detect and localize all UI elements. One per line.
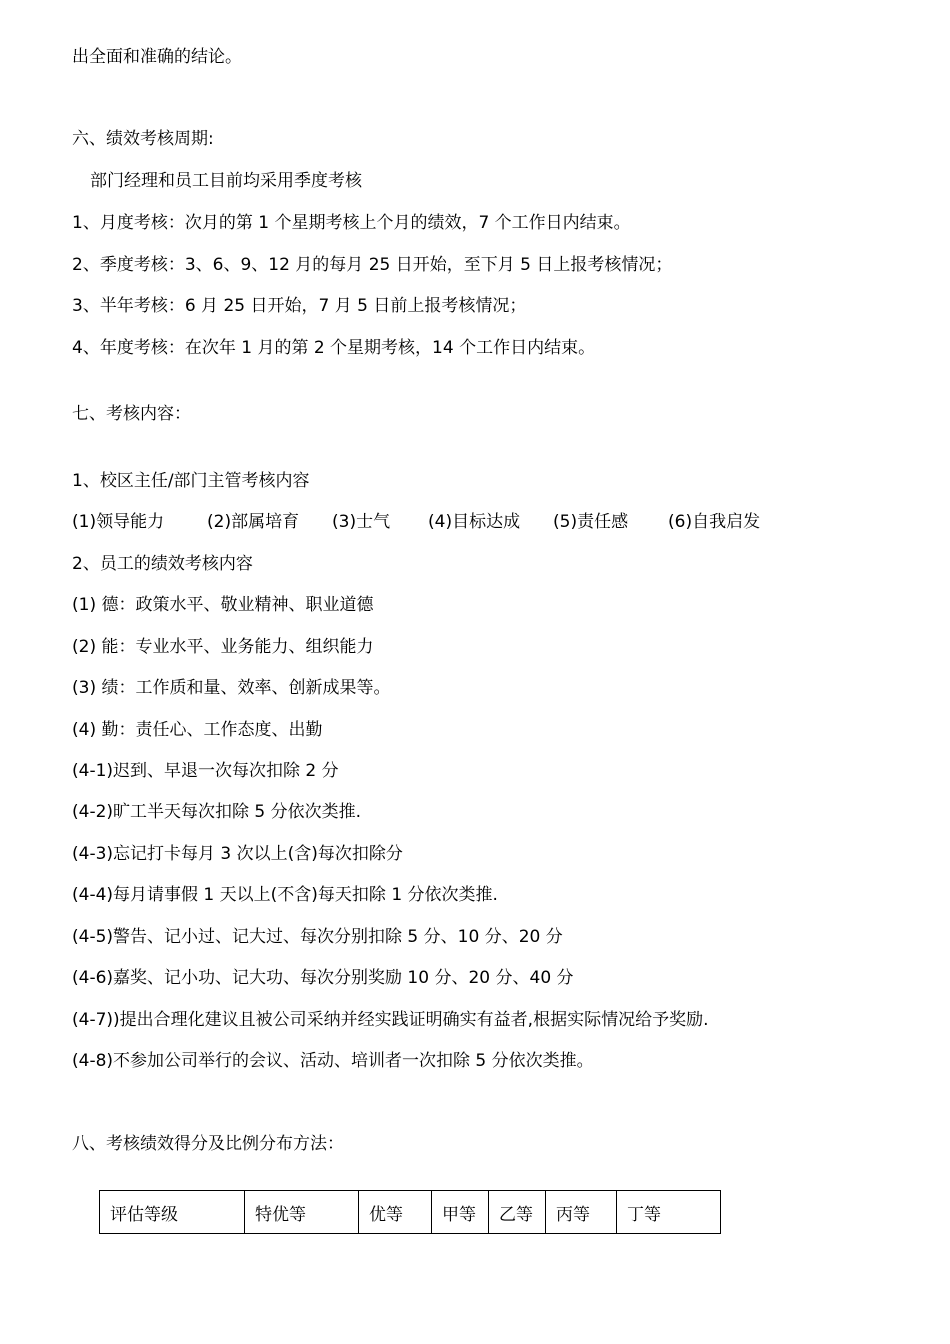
- employee-content-item: (2) 能：专业水平、业务能力、组织能力: [72, 637, 374, 657]
- attendance-rule: (4-8)不参加公司举行的会议、活动、培训者一次扣除 5 分依次类推。: [72, 1051, 594, 1071]
- intro-tail-text: 出全面和准确的结论。: [72, 47, 242, 67]
- employee-content-item: (4) 勤：责任心、工作态度、出勤: [72, 720, 323, 740]
- section7-heading: 七、考核内容：: [72, 404, 191, 424]
- cycle-item-annual: 4、年度考核：在次年 1 月的第 2 个星期考核，14 个工作日内结束。: [72, 338, 596, 358]
- attendance-rule: (4-5)警告、记小过、记大过、每次分别扣除 5 分、10 分、20 分: [72, 927, 563, 947]
- grade-distribution-table: [99, 1190, 721, 1234]
- table-cell-grade: 丙等: [546, 1191, 617, 1234]
- employee-content-item: (3) 绩：工作质和量、效率、创新成果等。: [72, 678, 391, 698]
- attendance-rule: (4-2)旷工半天每次扣除 5 分依次类推.: [72, 802, 362, 822]
- table-cell-grade: 优等: [359, 1191, 432, 1234]
- ability-item: (5)责任感: [553, 512, 629, 532]
- attendance-rule: (4-3)忘记打卡每月 3 次以上(含)每次扣除分: [72, 844, 403, 864]
- ability-item: (6)自我启发: [668, 512, 761, 532]
- table-row: [100, 1191, 721, 1234]
- ability-item: (3)士气: [332, 512, 391, 532]
- table-cell-grade: 乙等: [489, 1191, 546, 1234]
- ability-item: (4)目标达成: [428, 512, 521, 532]
- attendance-rule: (4-1)迟到、早退一次每次扣除 2 分: [72, 761, 339, 781]
- attendance-rule: (4-4)每月请事假 1 天以上(不含)每天扣除 1 分依次类推.: [72, 885, 498, 905]
- table-cell-grade: 丁等: [617, 1191, 721, 1234]
- attendance-rule: (4-7))提出合理化建议且被公司采纳并经实践证明确实有益者,根据实际情况给予奖励.: [72, 1010, 709, 1030]
- ability-item: (2)部属培育: [207, 512, 300, 532]
- section8-heading: 八、考核绩效得分及比例分布方法：: [72, 1134, 344, 1154]
- manager-ability-list: [72, 511, 832, 533]
- table-cell-grade: 特优等: [245, 1191, 359, 1234]
- table-cell-grade: 甲等: [432, 1191, 489, 1234]
- section6-heading: 六、绩效考核周期:: [72, 129, 214, 149]
- section6-note: 部门经理和员工目前均采用季度考核: [90, 171, 362, 191]
- cycle-item-quarterly: 2、季度考核：3、6、9、12 月的每月 25 日开始，至下月 5 日上报考核情况；: [72, 255, 673, 275]
- attendance-rule: (4-6)嘉奖、记小功、记大功、每次分别奖励 10 分、20 分、40 分: [72, 968, 574, 988]
- employee-content-item: (1) 德：政策水平、敬业精神、职业道德: [72, 595, 374, 615]
- manager-content-title: 1、校区主任/部门主管考核内容: [72, 471, 310, 491]
- table-cell-grade-label: 评估等级: [100, 1191, 245, 1234]
- ability-item: (1)领导能力: [72, 512, 165, 532]
- cycle-item-monthly: 1、月度考核：次月的第 1 个星期考核上个月的绩效，7 个工作日内结束。: [72, 213, 631, 233]
- cycle-item-halfyear: 3、半年考核：6 月 25 日开始，7 月 5 日前上报考核情况；: [72, 296, 527, 316]
- employee-content-title: 2、员工的绩效考核内容: [72, 554, 253, 574]
